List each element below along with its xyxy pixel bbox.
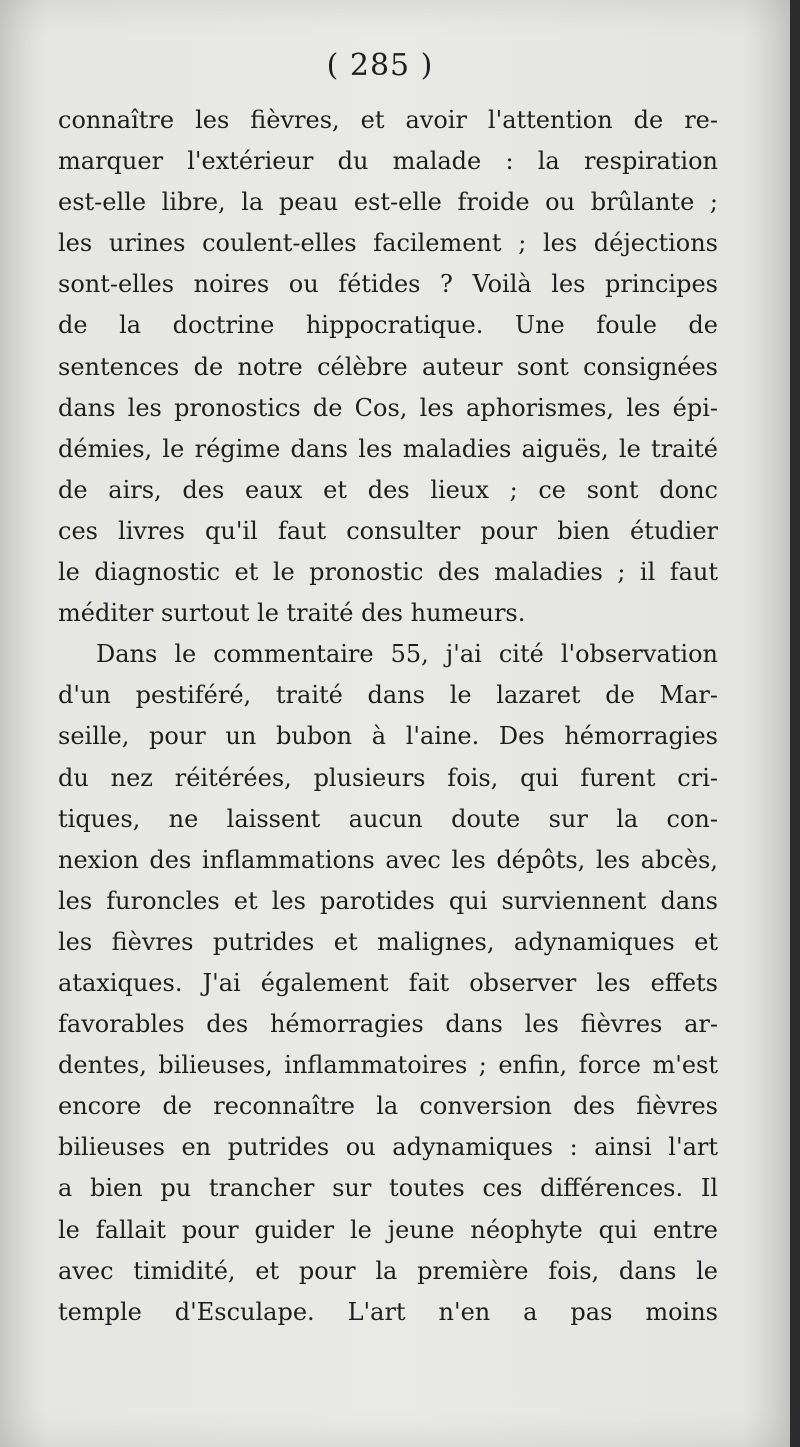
text-line: dentes, bilieuses, inflammatoires ; enfin, force m'est [58, 1051, 718, 1080]
text-line: ces livres qu'il faut consulter pour bien étudier [58, 516, 718, 545]
text-line: du nez réitérées, plusieurs fois, qui furent cri- [58, 763, 718, 792]
text-line: les fièvres putrides et malignes, adynamiques et [58, 927, 718, 956]
text-line: de airs, des eaux et des lieux ; ce sont donc [58, 475, 718, 504]
page-number: ( 285 ) [326, 48, 434, 83]
text-line: les furoncles et les parotides qui surviennent dans [58, 886, 718, 915]
text-line: connaître les fièvres, et avoir l'attention de re- [58, 106, 718, 134]
text-line: Dans le commentaire 55, j'ai cité l'observation [96, 640, 718, 669]
text-line: le diagnostic et le pronostic des maladies ; il faut [58, 558, 718, 587]
text-line: de la doctrine hippocratique. Une foule de [58, 311, 718, 340]
text-line: dans les pronostics de Cos, les aphorismes, les épi- [58, 393, 718, 422]
text-line: sont-elles noires ou fétides ? Voilà les principes [58, 270, 718, 299]
text-line: avec timidité, et pour la première fois, dans le [58, 1256, 718, 1285]
text-line: d'un pestiféré, traité dans le lazaret de Mar- [58, 681, 718, 710]
text-line: encore de reconnaître la conversion des fièvres [58, 1092, 718, 1121]
text-line: démies, le régime dans les maladies aiguës, le traité [58, 434, 718, 463]
text-line: marquer l'extérieur du malade : la respiration [58, 147, 718, 176]
page-edge-shadow [790, 0, 800, 1447]
body-text [58, 100, 718, 1333]
text-line: nexion des inflammations avec les dépôts, les abcès, [58, 845, 718, 874]
text-line: a bien pu trancher sur toutes ces différences. Il [58, 1174, 718, 1203]
text-line: favorables des hémorragies dans les fièvres ar- [58, 1010, 718, 1039]
text-line: le fallait pour guider le jeune néophyte qui entre [58, 1215, 718, 1244]
text-line: sentences de notre célèbre auteur sont consignées [58, 352, 718, 381]
text-line: ataxiques. J'ai également fait observer les effets [58, 968, 718, 997]
text-line: temple d'Esculape. L'art n'en a pas moins [58, 1297, 718, 1326]
text-line: méditer surtout le traité des humeurs. [58, 599, 526, 628]
text-line: tiques, ne laissent aucun doute sur la con- [58, 804, 718, 833]
text-line: est-elle libre, la peau est-elle froide ou brûlante ; [58, 188, 718, 217]
text-line: les urines coulent-elles facilement ; les déjections [58, 229, 718, 258]
text-line: bilieuses en putrides ou adynamiques : ainsi l'art [58, 1133, 718, 1162]
text-line: seille, pour un bubon à l'aine. Des hémorragies [58, 722, 718, 751]
